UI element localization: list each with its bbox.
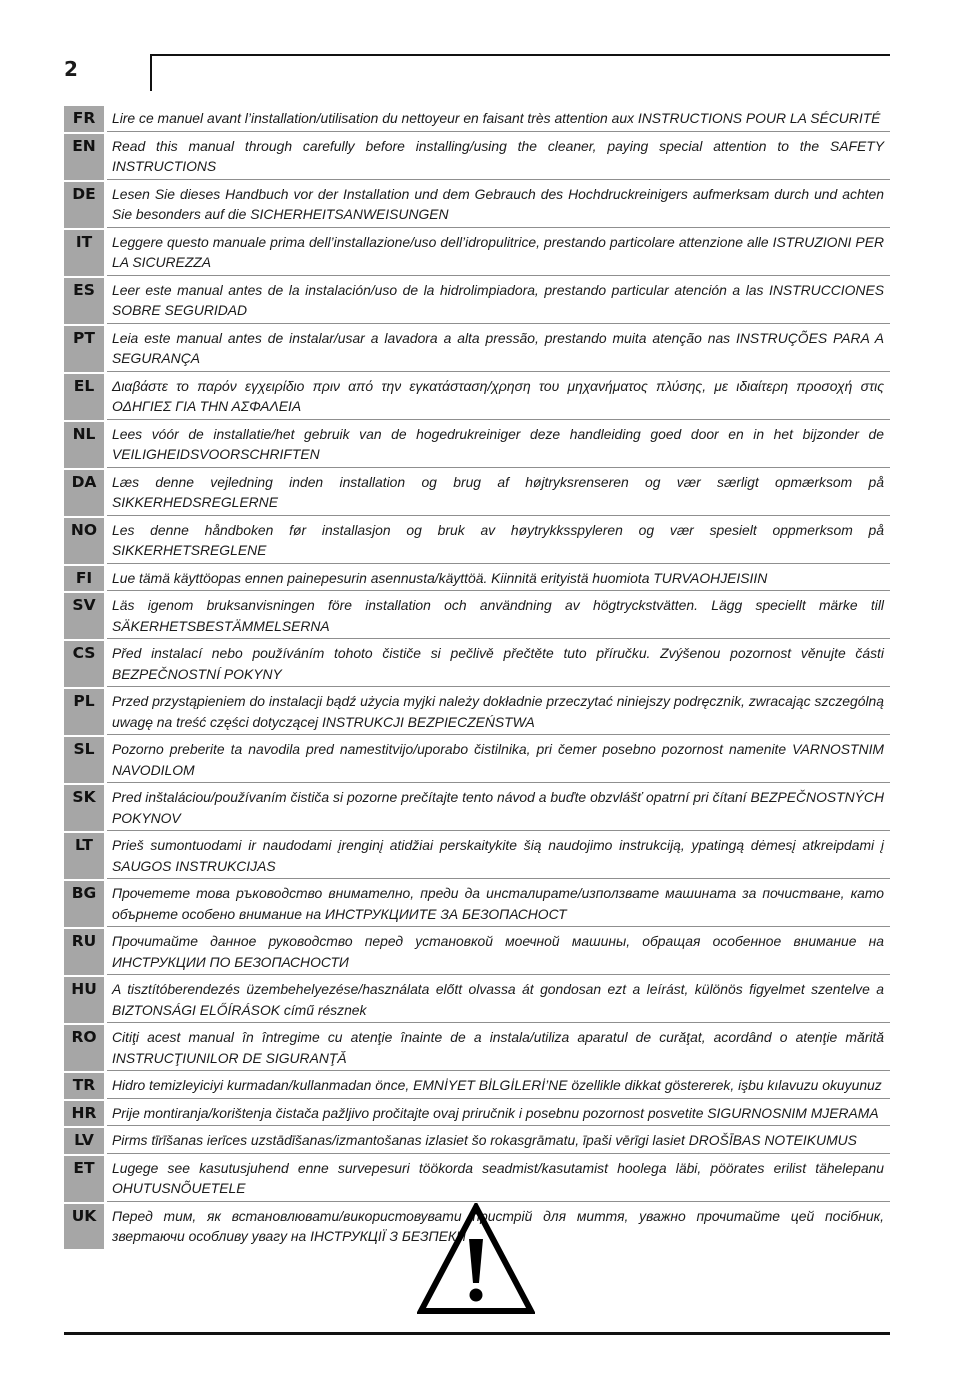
language-row-nl xyxy=(64,422,890,468)
instruction-text: Перед тим, як встановлювати/використовувати пристрій для миття, уважно прочитайте цей посібник, звертаючи особливу увагу на ІНСТРУКЦІЇ З БЕЗПЕКИ xyxy=(112,1207,884,1244)
header-rule xyxy=(150,54,890,56)
language-code: FI xyxy=(64,566,104,592)
language-code: SV xyxy=(64,593,104,639)
instruction-text: Read this manual through carefully before installing/using the cleaner, paying special attention to the SAFETY INSTRUCTIONS xyxy=(107,134,890,180)
language-row-hu xyxy=(64,977,890,1023)
instruction-text: Pirms tīrīšanas ierīces uzstādīšanas/izmantošanas izlasiet šo rokasgrāmatu, īpaši vērīgi lasiet DROŠĪBAS NOTEIKUMUS xyxy=(107,1128,890,1154)
instruction-text: Pred inštaláciou/používaním čističa si pozorne prečítajte tento návod a buďte obzvlášť opatrní pri čítaní BEZPEČNOSTNÝCH POKYNOV xyxy=(107,785,890,831)
language-row-et xyxy=(64,1156,890,1202)
instruction-text: Les denne håndboken før installasjon og bruk av høytrykksspyleren og vær spesielt oppmerksom på SIKKERHETSREGLENE xyxy=(107,518,890,564)
instruction-text: Прочетете това ръководство внимателно, преди да инсталирате/използвате машината за почистване, като обърнете особено внимание на ИНСТРУКЦИИТЕ ЗА БЕЗОПАСНОСТ xyxy=(107,881,890,927)
language-code: PL xyxy=(64,689,104,735)
language-row-ro xyxy=(64,1025,890,1071)
instruction-text: Prieš sumontuodami ir naudodami įrenginį atidžiai perskaitykite šią naudojimo instrukciją, ypatingą dėmesį atkreipdami į SAUGOS INSTRUKCIJAS xyxy=(107,833,890,879)
instruction-text: Pozorno preberite ta navodila pred namestitvijo/uporabo čistilnika, pri čemer posebno pozornost namenite VARNOSTNIM NAVODILOM xyxy=(107,737,890,783)
language-code: BG xyxy=(64,881,104,927)
page-number: 2 xyxy=(64,57,78,81)
language-code: NO xyxy=(64,518,104,564)
language-code: LT xyxy=(64,833,104,879)
instruction-text: Lees vóór de installatie/het gebruik van de hogedrukreiniger deze handleiding goed door en in het bijzonder de VEILIGHEIDSVOORSCHRIFTEN xyxy=(107,422,890,468)
language-row-sv xyxy=(64,593,890,639)
language-code: FR xyxy=(64,106,104,132)
language-code: HR xyxy=(64,1101,104,1127)
language-code: EN xyxy=(64,134,104,180)
language-code: HU xyxy=(64,977,104,1023)
language-row-ru xyxy=(64,929,890,975)
instruction-text: Læs denne vejledning inden installation og brug af højtryksrenseren og vær særligt opmærksom på SIKKERHEDSREGLERNE xyxy=(107,470,890,516)
language-code: ES xyxy=(64,278,104,324)
instruction-text: Prije montiranja/korištenja čistača pažljivo pročitajte ovaj priručnik i posebnu pozornost posvetite SIGURNOSNIM MJERAMA xyxy=(107,1101,890,1127)
language-row-es xyxy=(64,278,890,324)
language-row-tr xyxy=(64,1073,890,1099)
language-row-fr xyxy=(64,106,890,132)
language-code: LV xyxy=(64,1128,104,1154)
instruction-text: Lesen Sie dieses Handbuch vor der Installation und dem Gebrauch des Hochdruckreinigers aufmerksam durch und achten Sie besonders auf die SICHERHEITSANWEISUNGEN xyxy=(107,182,890,228)
language-row-el xyxy=(64,374,890,420)
warning-triangle-icon xyxy=(417,1203,535,1315)
instruction-text: Lire ce manuel avant l’installation/utilisation du nettoyeur en faisant très attention aux INSTRUCTIONS POUR LA SÉCURITÉ xyxy=(107,106,890,132)
language-code: RU xyxy=(64,929,104,975)
instruction-text: A tisztítóberendezés üzembehelyezése/használata előtt olvassa át gondosan ezt a leírást, különös figyelmet szentelve a BIZTONSÁGI ELŐÍRÁSOK című résznek xyxy=(107,977,890,1023)
language-row-pl xyxy=(64,689,890,735)
language-code: NL xyxy=(64,422,104,468)
language-row-lv xyxy=(64,1128,890,1154)
instruction-text: Leer este manual antes de la instalación/uso de la hidrolimpiadora, prestando particular atención a las INSTRUCCIONES SOBRE SEGURIDAD xyxy=(107,278,890,324)
language-code: PT xyxy=(64,326,104,372)
instruction-text: Citiţi acest manual în întregime cu atenţie înainte de a instala/utiliza aparatul de curăţat, acordând o atenţie mărită INSTRUCŢIUNILOR DE SIGURANŢĂ xyxy=(107,1025,890,1071)
instruction-text: Przed przystąpieniem do instalacji bądź użycia myjki należy dokładnie przeczytać niniejszy podręcznik, zwracając szczególną uwagę na treść części dotyczącej INSTRUKCJI BEZPIECZEŃSTWA xyxy=(107,689,890,735)
language-code: CS xyxy=(64,641,104,687)
instruction-text: Leia este manual antes de instalar/usar a lavadora a alta pressão, prestando muita atenção nas INSTRUÇÕES PARA A SEGURANÇA xyxy=(107,326,890,372)
language-code: RO xyxy=(64,1025,104,1071)
language-row-no xyxy=(64,518,890,564)
instruction-text: Прочитайте данное руководство перед установкой моечной машины, обращая особенное внимание на ИНСТРУКЦИИ ПО БЕЗОПАСНОСТИ xyxy=(107,929,890,975)
language-row-hr xyxy=(64,1101,890,1127)
language-row-de xyxy=(64,182,890,228)
language-code: EL xyxy=(64,374,104,420)
instruction-text: Lugege see kasutusjuhend enne survepesuri töökorda seadmist/kasutamist hoolega läbi, pöörates erilist tähelepanu OHUTUSNÕUETELE xyxy=(107,1156,890,1202)
instruction-text: Hidro temizleyiciyi kurmadan/kullanmadan önce, EMNİYET BİLGİLERİ’NE özellikle dikkat göstererek, işbu kılavuzu okuyunuz xyxy=(107,1073,890,1099)
language-code: SK xyxy=(64,785,104,831)
instruction-text: Leggere questo manuale prima dell’installazione/uso dell’idropulitrice, prestando particolare attenzione alle ISTRUZIONI PER LA SICUREZZA xyxy=(107,230,890,276)
footer-rule xyxy=(64,1332,890,1335)
instruction-text: Před instalací nebo používáním tohoto čističe si pečlivě přečtěte tuto příručku. Zvýšenou pozornost věnujte části BEZPEČNOSTNÍ POKYNY xyxy=(107,641,890,687)
language-code: DE xyxy=(64,182,104,228)
language-row-cs xyxy=(64,641,890,687)
language-code: TR xyxy=(64,1073,104,1099)
language-code: DA xyxy=(64,470,104,516)
language-instructions-table xyxy=(64,106,890,1251)
instruction-text: Läs igenom bruksanvisningen före installation och användning av högtryckstvätten. Lägg speciellt märke till SÄKERHETSBESTÄMMELSERNA xyxy=(107,593,890,639)
instruction-text: Lue tämä käyttöopas ennen painepesurin asennusta/käyttöä. Kiinnitä erityistä huomiota TURVAOHJEISIIN xyxy=(107,566,890,592)
language-row-en xyxy=(64,134,890,180)
instruction-text: Διαβάστε το παρόν εγχειρίδιο πριν από την εγκατάσταση/χρηση του μηχανήματος πλύσης, με ιδιαίτερη προσοχή στις ΟΔΗΓΙΕΣ ΓΙΑ ΤΗΝ ΑΣΦΑΛΕΙΑ xyxy=(107,374,890,420)
language-row-it xyxy=(64,230,890,276)
language-row-sl xyxy=(64,737,890,783)
language-row-bg xyxy=(64,881,890,927)
language-code: IT xyxy=(64,230,104,276)
language-row-pt xyxy=(64,326,890,372)
language-code: UK xyxy=(64,1204,104,1249)
language-row-fi xyxy=(64,566,890,592)
header-rule-vertical xyxy=(150,54,152,91)
language-row-sk xyxy=(64,785,890,831)
language-row-lt xyxy=(64,833,890,879)
language-code: ET xyxy=(64,1156,104,1202)
language-code: SL xyxy=(64,737,104,783)
language-row-da xyxy=(64,470,890,516)
